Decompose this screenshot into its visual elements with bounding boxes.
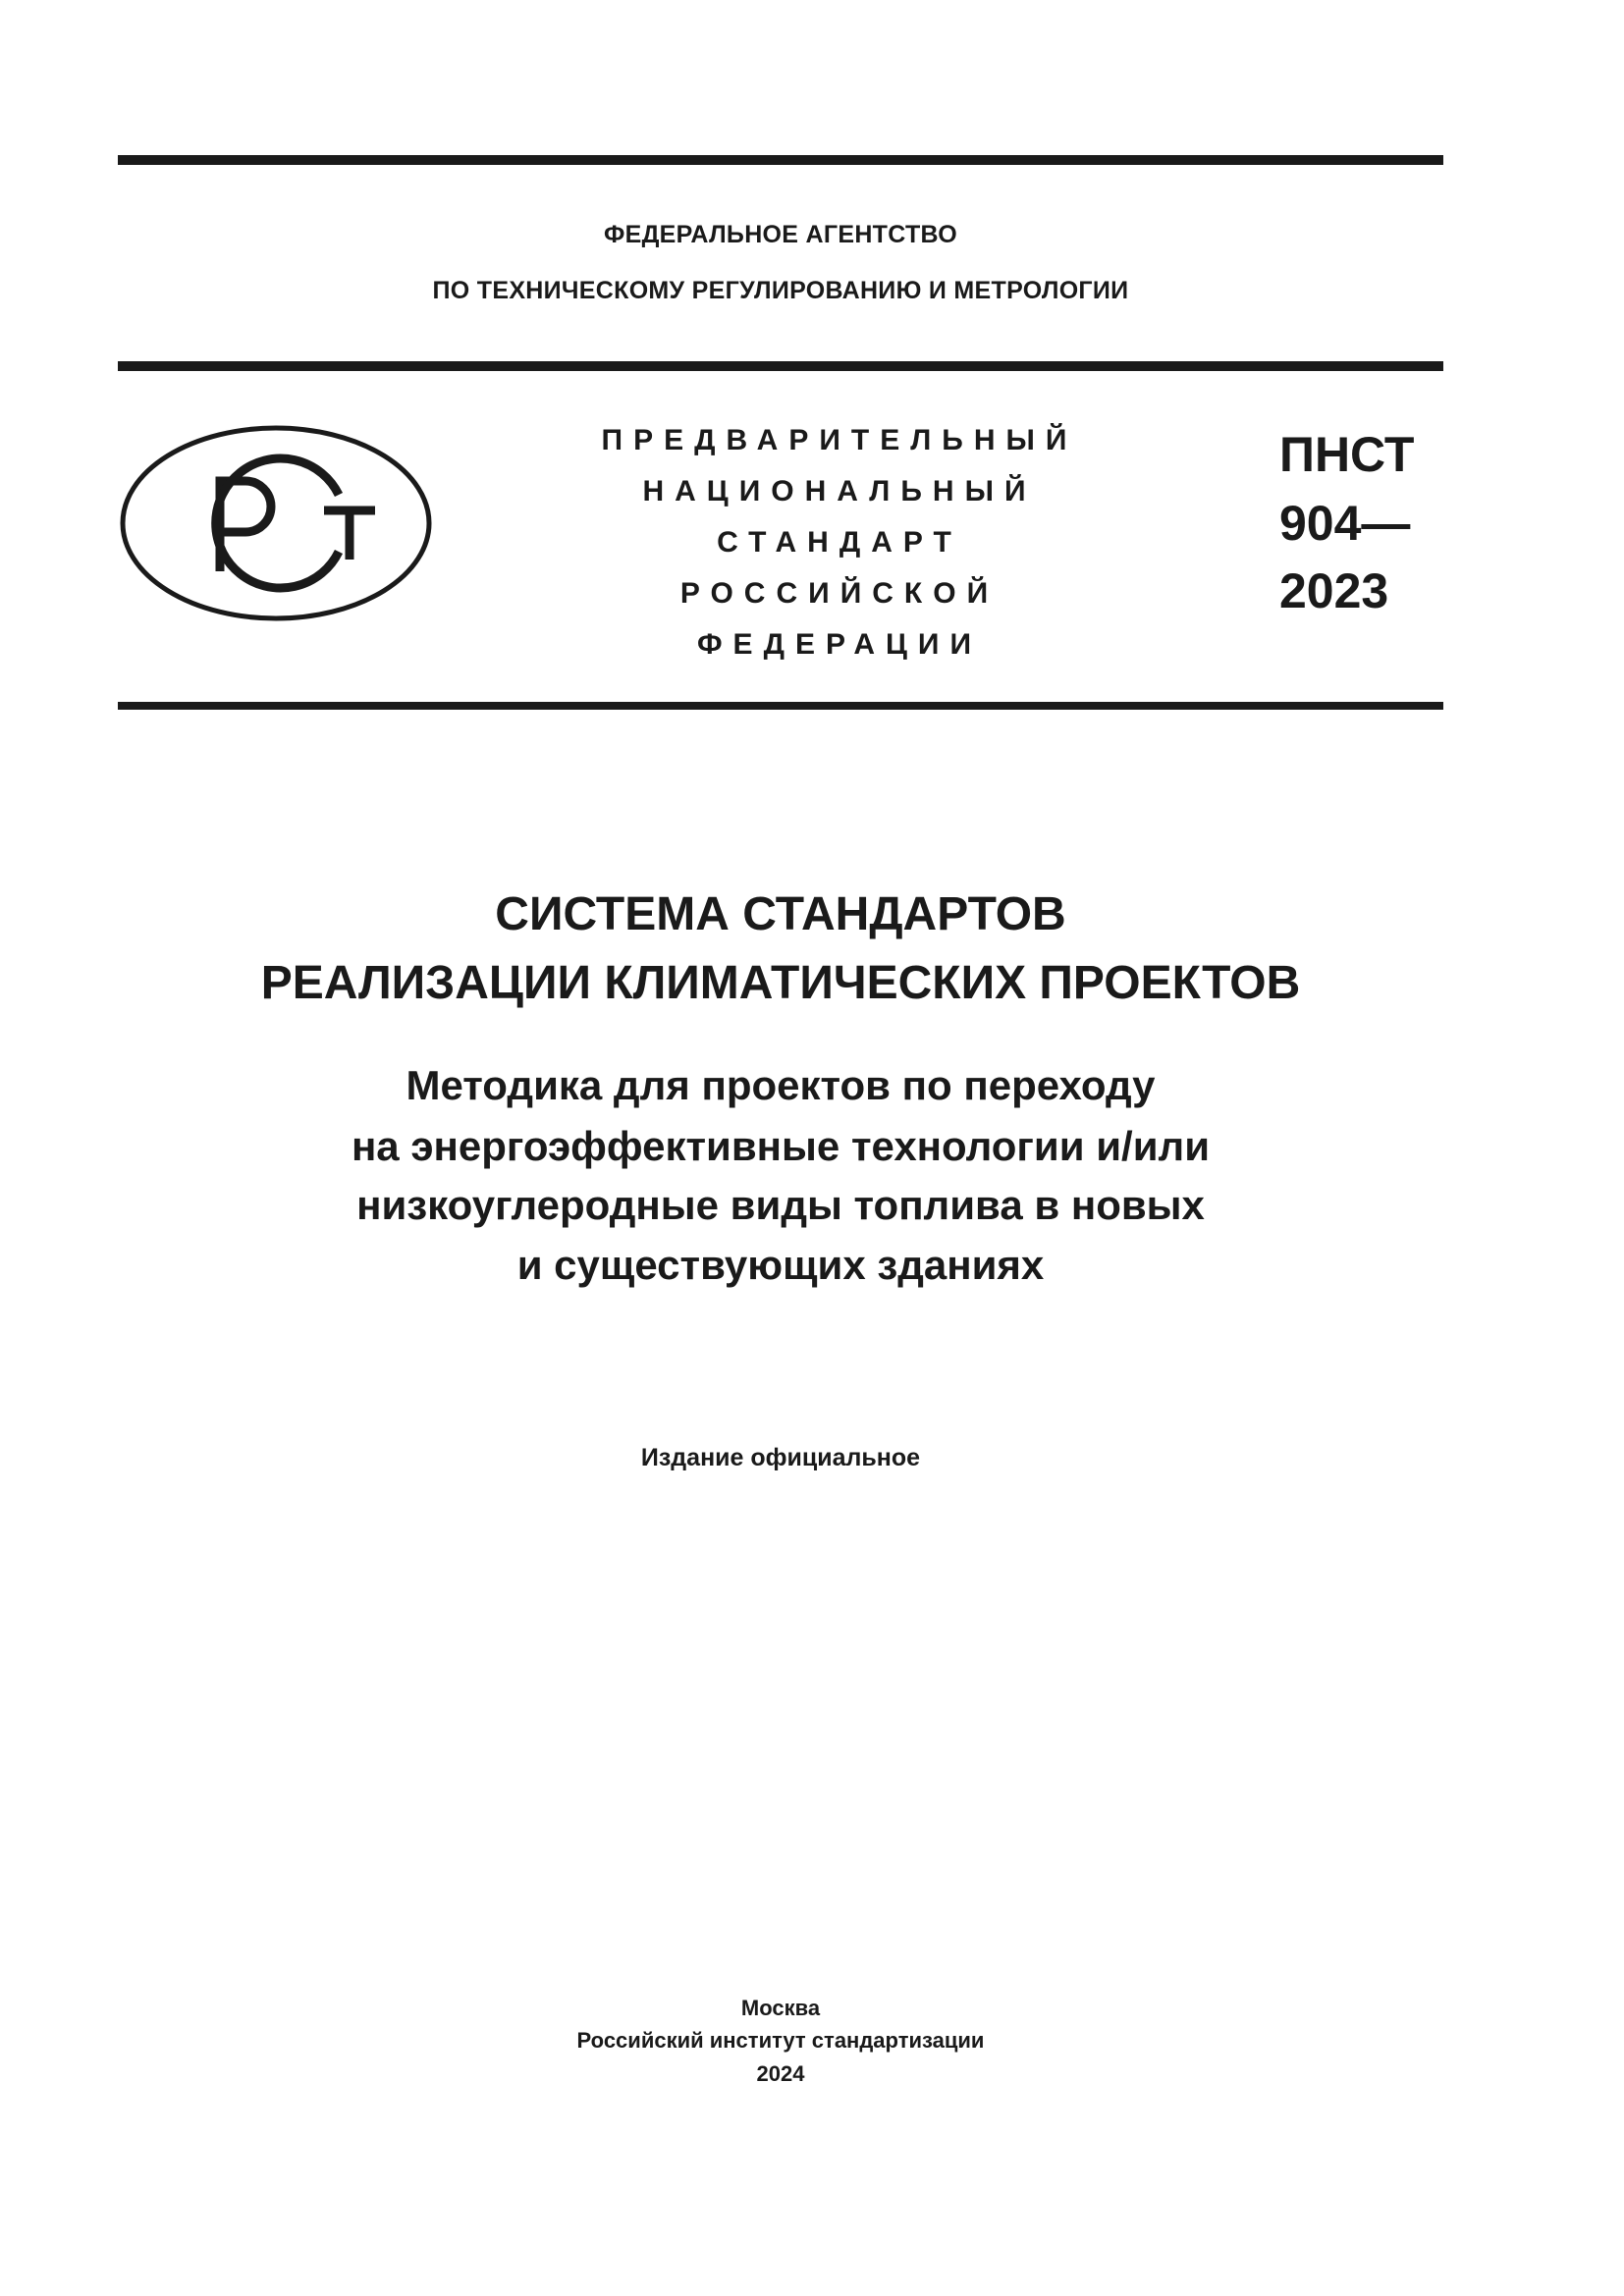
standard-status-line: ФЕДЕРАЦИИ [696, 628, 983, 661]
document-title-line-1: СИСТЕМА СТАНДАРТОВ [495, 888, 1066, 940]
agency-line-2: ПО ТЕХНИЧЕСКОМУ РЕГУЛИРОВАНИЮ И МЕТРОЛОГИИ [432, 277, 1129, 304]
gost-r-logo-icon [118, 424, 434, 622]
imprint-publisher: Российский институт стандартизации [576, 2028, 985, 2053]
standard-status-line: НАЦИОНАЛЬНЫЙ [642, 475, 1037, 507]
edition-label: Издание официальное [640, 1444, 921, 1471]
standard-code-number: 904— [1279, 496, 1411, 551]
imprint-city: Москва [740, 1996, 821, 2020]
standard-code-prefix: ПНСТ [1279, 427, 1415, 482]
imprint-year: 2024 [756, 2061, 805, 2086]
document-title-line-2: РЕАЛИЗАЦИИ КЛИМАТИЧЕСКИХ ПРОЕКТОВ [260, 957, 1301, 1009]
document-subtitle-line: Методика для проектов по переходу [406, 1062, 1156, 1108]
bottom-rule [118, 702, 1443, 710]
standard-code-year: 2023 [1279, 563, 1389, 618]
standard-status-line: ПРЕДВАРИТЕЛЬНЫЙ [601, 424, 1078, 456]
top-rule [118, 155, 1443, 165]
document-subtitle-line: низкоуглеродные виды топлива в новых [356, 1182, 1205, 1228]
standard-status-line: РОССИЙСКОЙ [679, 577, 1000, 610]
standard-status-line: СТАНДАРТ [717, 526, 962, 559]
agency-line-1: ФЕДЕРАЛЬНОЕ АГЕНТСТВО [603, 221, 958, 248]
document-subtitle-line: на энергоэффективные технологии и/или [351, 1123, 1211, 1169]
middle-rule [118, 361, 1443, 371]
document-subtitle-line: и существующих зданиях [516, 1242, 1045, 1288]
